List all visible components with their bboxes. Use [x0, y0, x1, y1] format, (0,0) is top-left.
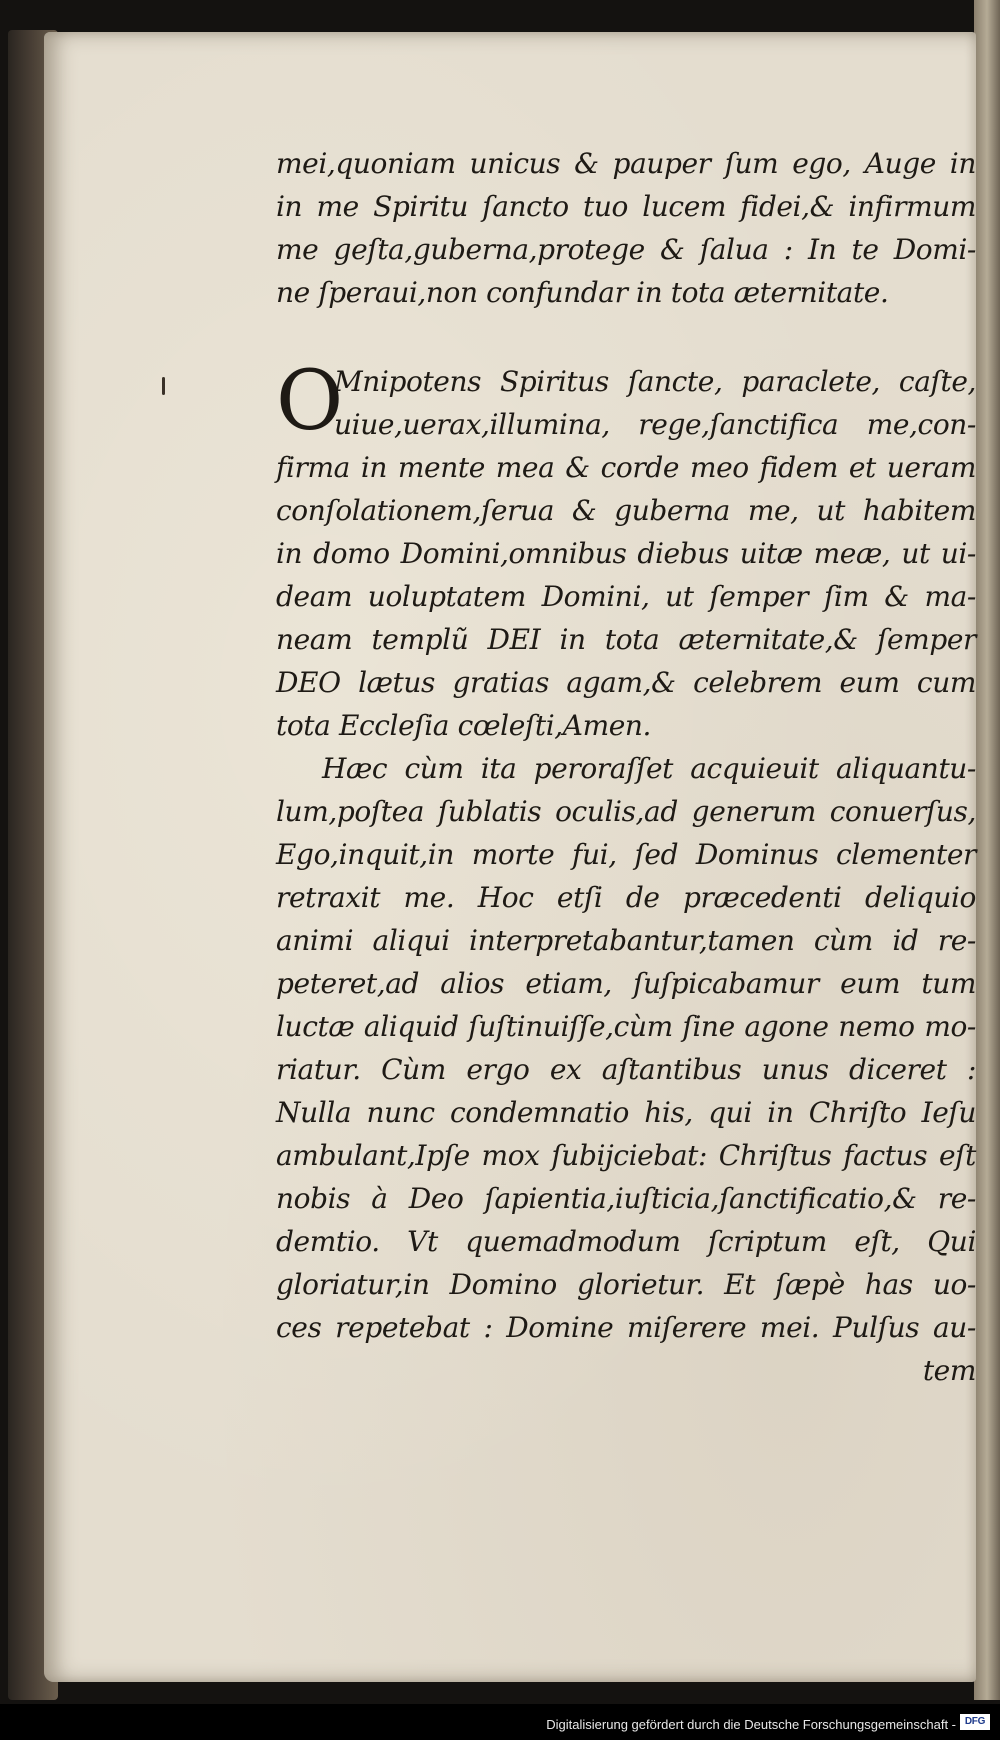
text-line: retraxit me. Hoc etſi de præcedenti deliquio [276, 881, 976, 914]
dfg-logo: DFG [960, 1714, 990, 1730]
text-line: demtio. Vt quemadmodum ſcriptum eſt, Qui [276, 1225, 976, 1258]
text-line: neam templũ DEI in tota æternitate,& ſemper [276, 623, 976, 656]
paragraph-1 [276, 142, 976, 314]
text-line: riatur. Cùm ergo ex aſtantibus unus diceret : [276, 1053, 976, 1086]
paragraph-2 [276, 354, 976, 747]
text-line: animi aliqui interpretabantur,tamen cùm id re- [276, 924, 976, 957]
text-line: firma in mente mea & corde meo fidem et ueram [276, 451, 976, 484]
text-line: DEO lætus gratias agam,& celebrem eum cum [276, 666, 976, 699]
text-line: tota Eccleſia cœleſti,Amen. [276, 709, 652, 742]
text-line: peteret,ad alios etiam, ſuſpicabamur eum tum [276, 967, 976, 1000]
footer-bar [0, 1704, 1000, 1740]
text-line: in me Spiritu ſancto tuo lucem fidei,& infirmum [276, 190, 976, 223]
text-line: Ego,inquit,in morte fui, ſed Dominus clementer [276, 838, 976, 871]
book-page [44, 32, 976, 1682]
text-line: lum,poſtea ſublatis oculis,ad generum conuerſus, [276, 795, 976, 828]
catchword: tem [922, 1354, 976, 1387]
drop-cap: O [276, 354, 343, 449]
text-line: ambulant,Ipſe mox ſubijciebat: Chriſtus factus eſt [276, 1139, 976, 1172]
paragraph-gap [276, 314, 976, 360]
text-line: deam uoluptatem Domini, ut ſemper ſim & ma- [276, 580, 976, 613]
text-line: ces repetebat : Domine miſerere mei. Pulſus au- [276, 1311, 976, 1344]
text-line: ne ſperaui,non confundar in tota æternitate. [276, 276, 889, 309]
text-block [276, 142, 976, 1392]
margin-mark [162, 377, 165, 395]
text-line: gloriatur,in Domino glorietur. Et ſæpè has uo- [276, 1268, 976, 1301]
footer-credit: Digitalisierung gefördert durch die Deutsche Forschungsgemeinschaft - [546, 1717, 956, 1732]
text-line: in domo Domini,omnibus diebus uitæ meæ, ut ui- [276, 537, 976, 570]
text-line: uiue,uerax,illumina, rege,ſanctifica me,con- [334, 408, 976, 441]
text-line: Mnipotens Spiritus ſancte, paraclete, caſte, [334, 365, 976, 398]
text-line: Nulla nunc condemnatio his, qui in Chriſto Ieſu [276, 1096, 976, 1129]
text-line: conſolationem,ſerua & guberna me, ut habitem [276, 494, 976, 527]
text-line: Hæc cùm ita peroraſſet acquieuit aliquantu- [322, 752, 976, 785]
paragraph-3 [276, 747, 976, 1392]
page-edges [974, 0, 1000, 1700]
text-line: me geſta,guberna,protege & ſalua : In te Domi- [276, 233, 976, 266]
text-line: mei,quoniam unicus & pauper ſum ego, Auge in [276, 147, 976, 180]
text-line: nobis à Deo ſapientia,iuſticia,ſanctificatio,& re- [276, 1182, 976, 1215]
text-line: luctæ aliquid ſuſtinuiſſe,cùm ſine agone nemo mo- [276, 1010, 976, 1043]
